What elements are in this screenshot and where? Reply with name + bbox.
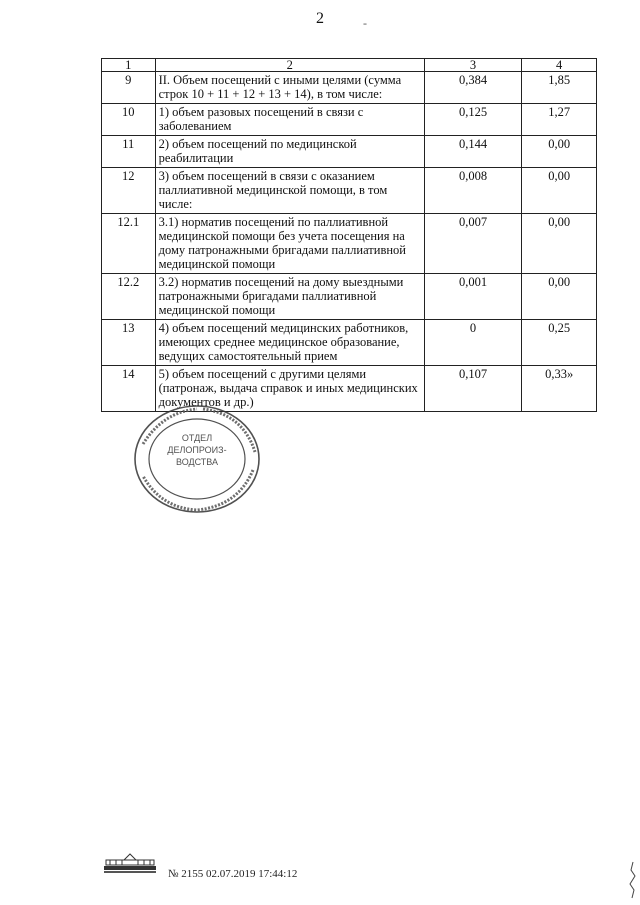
office-stamp — [133, 404, 261, 514]
row-value-col3: 0,144 — [424, 136, 521, 168]
row-description: 3) объем посещений в связи с оказанием паллиативной медицинской помощи, в том числе: — [155, 168, 424, 214]
row-value-col4: 0,33» — [522, 366, 597, 412]
stamp-center-text — [133, 432, 261, 468]
data-table — [101, 58, 597, 412]
table-row — [102, 104, 597, 136]
table-row — [102, 136, 597, 168]
table-row — [102, 274, 597, 320]
row-number: 10 — [102, 104, 156, 136]
table-header-row — [102, 59, 597, 72]
row-description: II. Объем посещений с иными целями (сумма строк 10 + 11 + 12 + 13 + 14), в том числе: — [155, 72, 424, 104]
stamp-line: ДЕЛОПРОИЗ- — [167, 445, 227, 455]
margin-signature — [627, 860, 639, 900]
row-value-col4: 0,00 — [522, 274, 597, 320]
row-value-col3: 0,125 — [424, 104, 521, 136]
page-number: 2 — [316, 10, 324, 27]
header-col-2: 2 — [155, 59, 424, 72]
header-col-1: 1 — [102, 59, 156, 72]
row-number: 14 — [102, 366, 156, 412]
building-logo-icon — [102, 852, 158, 874]
row-number: 12 — [102, 168, 156, 214]
document-registration — [168, 868, 297, 880]
row-value-col4: 0,00 — [522, 136, 597, 168]
row-description: 2) объем посещений по медицинской реабилитации — [155, 136, 424, 168]
document-datetime: 02.07.2019 17:44:12 — [206, 868, 298, 880]
row-number: 12.1 — [102, 214, 156, 274]
row-description: 1) объем разовых посещений в связи с заболеванием — [155, 104, 424, 136]
table-row — [102, 320, 597, 366]
row-number: 12.2 — [102, 274, 156, 320]
document-number: № 2155 — [168, 868, 204, 880]
table-row — [102, 214, 597, 274]
row-value-col4: 1,85 — [522, 72, 597, 104]
table-row — [102, 72, 597, 104]
row-value-col3: 0,107 — [424, 366, 521, 412]
row-value-col3: 0,384 — [424, 72, 521, 104]
row-description: 3.2) норматив посещений на дому выездными патронажными бригадами паллиативной медицинской помощи — [155, 274, 424, 320]
stamp-line: ВОДСТВА — [175, 457, 218, 467]
row-value-col3: 0,008 — [424, 168, 521, 214]
row-number: 9 — [102, 72, 156, 104]
row-value-col4: 0,25 — [522, 320, 597, 366]
row-number: 11 — [102, 136, 156, 168]
row-value-col4: 1,27 — [522, 104, 597, 136]
row-description: 3.1) норматив посещений по паллиативной медицинской помощи без учета посещения на дому патронажными бригадами паллиативной медицинской помощи — [155, 214, 424, 274]
header-col-4: 4 — [522, 59, 597, 72]
row-description: 5) объем посещений с другими целями (патронаж, выдача справок и иных медицинских документов и др.) — [155, 366, 424, 412]
stamp-line: ОТДЕЛ — [181, 433, 213, 443]
row-number: 13 — [102, 320, 156, 366]
row-description: 4) объем посещений медицинских работников, имеющих среднее медицинское образование, ведущих самостоятельный прием — [155, 320, 424, 366]
row-value-col3: 0,007 — [424, 214, 521, 274]
page-mark: - — [363, 16, 367, 30]
row-value-col3: 0 — [424, 320, 521, 366]
row-value-col3: 0,001 — [424, 274, 521, 320]
header-col-3: 3 — [424, 59, 521, 72]
row-value-col4: 0,00 — [522, 214, 597, 274]
row-value-col4: 0,00 — [522, 168, 597, 214]
table-row — [102, 168, 597, 214]
